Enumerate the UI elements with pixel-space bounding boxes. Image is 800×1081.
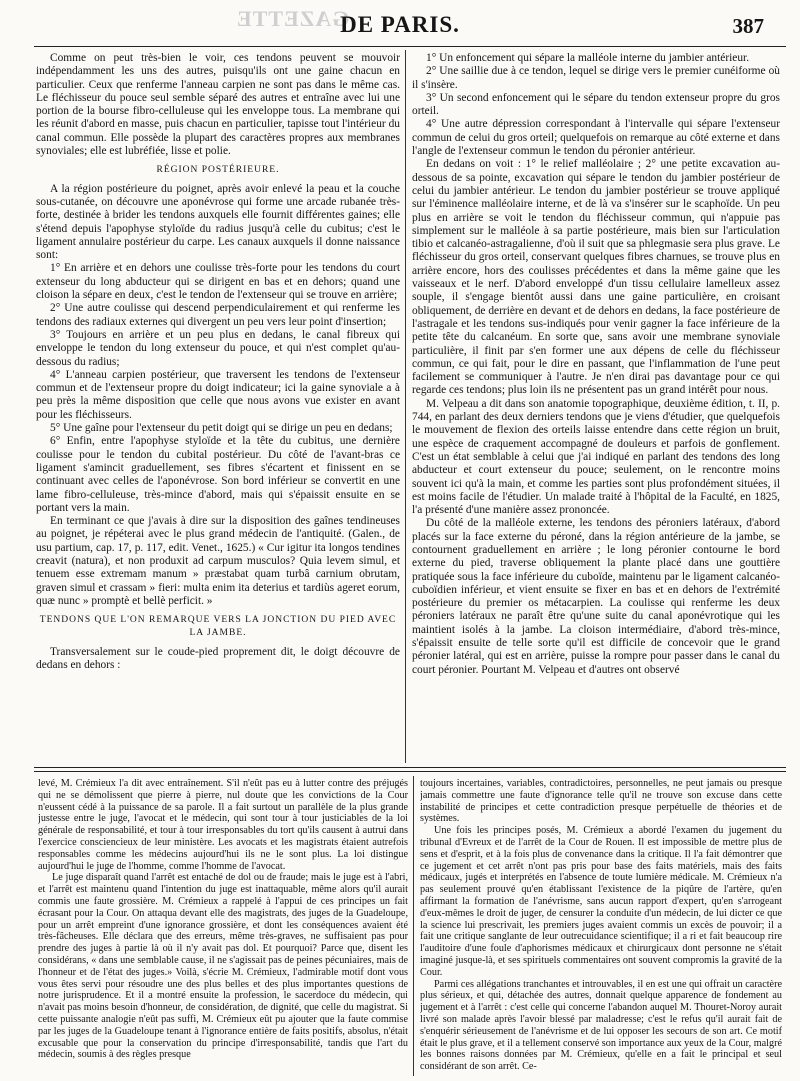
paragraph-with-quote: En terminant ce que j'avais à dire sur la disposition des gaînes tendineuses au poignet, je répéterai avec le plus grand médecin de l'antiquité. (Galen., de usu partium, cap. 17, p. 117, edit. Venet., 1625.) « Cur igitur ita longos tendines creavit (natura), et non produxit ad carpum musculos? Quia levem simul, et tenuem esse extremam manum » præstabat quam turbâ carnium obrutam, graven simul et crassam » fieri: multa enim ita deterius et tardiùs ageret eorum, quæ nunc » promptè et bellè perficit. » bbox=[36, 515, 400, 607]
lower-column-divider bbox=[413, 776, 414, 1076]
running-title: DE PARIS. bbox=[340, 12, 460, 37]
paragraph: Transversalement sur le coude-pied proprement dit, le doigt découvre de dedans en dehors : bbox=[36, 645, 400, 672]
paragraph: levé, M. Crémieux l'a dit avec entraînement. S'il n'eût pas eu à lutter contre des préjugés qui ne se démolissent que pierre à pierre, nul doute que les convictions de la Cour n'eussent cédé à la puissance de sa parole. Il a fait surtout un parallèle de la plus grande justesse entre le juge, l'avocat et le médecin, qui sont tour à tour justiciables de la loi générale de responsabilité, et tour à tour irresponsables du tort qu'ils causent à autrui dans l'exercice consciencieux de leur ministère. Les avocats et les magistrats étaient autrefois responsables comme les médecins aujourd'hui ils ne le sont plus. La loi distingue aujourd'hui le juge de l'homme, comme l'homme de l'avocat. bbox=[38, 778, 408, 872]
list-item: 4° Une autre dépression correspondant à l'intervalle qui sépare l'extenseur commun de celui du gros orteil; quelquefois on remarque au côté externe et dans l'angle de l'extenseur commun le tendon du péronier antérieur. bbox=[412, 118, 780, 158]
feuilleton-rule bbox=[34, 767, 786, 768]
list-item: 3° Toujours en arrière et un peu plus en dedans, le canal fibreux qui enveloppe le tendon du long extenseur du pouce, et qui n'est complet qu'au-dessous du radius; bbox=[36, 328, 400, 368]
header-rule bbox=[34, 46, 786, 47]
lower-right-column bbox=[420, 778, 782, 1078]
paragraph: Parmi ces allégations tranchantes et introuvables, il en est une qui offrait un caractère plus sérieux, et qui, détachée des autres, donnait quelque apparence de fondement au jugement et à l'arrêt : c'est celle qui concerne l'abandon auquel M. Thouret-Noroy aurait livré son malade après l'avoir blessé par maladresse; c'est le refus qu'il aurait fait de s'enquérir sérieusement de l'anévrisme et de lui opposer les secours de son art. Ce motif était le plus grave, et il a tellement conservé son importance aux yeux de la Cour, malgré les bonnes raisons données par M. Crémieux, qu'elle en a fait le principal et seul considérant de son arrêt. Ce- bbox=[420, 978, 782, 1073]
right-column bbox=[412, 52, 780, 764]
column-divider bbox=[405, 50, 406, 763]
page-number: 387 bbox=[732, 14, 764, 38]
page-header bbox=[0, 4, 800, 44]
paragraph: toujours incertaines, variables, contradictoires, personnelles, ne peut jamais ou presque jamais commettre une faute d'ignorance telle qu'il ne trouve son excuse dans cette instabilité de principes et cette contradiction presque perpétuelle de théories et de systèmes. bbox=[420, 778, 782, 825]
list-item: 5° Une gaîne pour l'extenseur du petit doigt qui se dirige un peu en dedans; bbox=[50, 422, 393, 435]
list-item: 3° Un second enfoncement qui le sépare du tendon extenseur propre du gros orteil. bbox=[412, 91, 780, 118]
list-item: 1° En arrière et en dehors une coulisse très-forte pour les tendons du court extenseur du long abducteur qui se dirigent en bas et en dehors; quand une cloison la sépare en deux, c'est le tendon de l'extenseur qui se trouve en arrière; bbox=[36, 262, 400, 302]
bleed-through-text: GAZETTE bbox=[236, 6, 350, 31]
section-heading: TENDONS QUE L'ON REMARQUE VERS LA JONCTION DU PIED AVEC LA JAMBE. bbox=[39, 615, 397, 639]
paragraph: Du côté de la malléole externe, les tendons des péroniers latéraux, d'abord placés sur la face externe du péroné, dans la région antérieure de la jambe, se contournent graduellement en arrière ; le long péronier contourne le bord externe du pied, traverse obliquement la plante placé dans une gouttière pratiquée sous la face inférieure du cuboïde, maintenu par le ligament calcanéo-cuboïdien inférieur, et vient ensuite se fixer en bas et en dehors de l'extrémité postérieure du premier os métacarpien. La coulisse qui renferme les deux péroniers latéraux ne paraît être qu'une suite du canal aponévrotique qui les maintient isolés à la jambe. La cloison intermédiaire, d'abord très-mince, s'épaissit ensuite de telle sorte qu'il est difficile de concevoir que le grand péronier latéral, qui est en arrière, puisse la rompre pour passer dans le canal du court péronier. Pourtant M. Velpeau et d'autres ont observé bbox=[412, 517, 780, 676]
lower-left-column bbox=[38, 778, 408, 1078]
list-item: 2° Une saillie due à ce tendon, lequel se dirige vers le premier cunéiforme où il s'insère. bbox=[412, 65, 780, 91]
paragraph: Le juge disparaît quand l'arrêt est entaché de dol ou de fraude; mais le juge est à l'abri, et l'arrêt est maintenu quand l'intention du juge est inattaquable, même alors qu'il aurait commis une faute grossière. M. Crémieux a rappelé à l'appui de ces principes un fait écrasant pour la Cour. On attaqua devant elle des magistrats, des juges de la Guadeloupe, pour un arrêt empreint d'une ignorance grossière, et dont les conséquences avaient été très-fâcheuses. Elle déclara que des erreurs, même très-graves, ne suffisaient pas pour prendre des juges à partie là où il n'y avait pas dol. Et pourquoi? Parce que, disent les considérans, « dans une semblable cause, il ne s'agissait pas de peines pécuniaires, mais de l'honneur et de l'état des juges.» Voilà, s'écrie M. Crémieux, l'admirable motif dont vous vous êtes servi pour résoudre une des plus belles et des plus importantes questions de notre jurisprudence. Et il a montré ensuite la profession, le sacerdoce du médecin, qui n'avait pas moins besoin d'honneur, de considération, de dignité, que celle du magistrat. Si cette puissante analogie n'eût pas suffi, M. Crémieux eût pu ajouter que la faute commise par les juges de la Guadeloupe tenant à l'ignorance entière de faits positifs, absolus, n'était excusable que pour la conservation du principe d'irresponsabilité, tandis que l'art du médecin, soumis à des règles presque bbox=[38, 872, 408, 1061]
paragraph: En dedans on voit : 1° le relief malléolaire ; 2° une petite excavation au-dessous de sa pointe, excavation qui sépare le tendon du jambier postérieur de celui du jambier antérieur. Le tendon du jambier postérieur se trouve appliqué sur l'éminence malléolaire interne, et de là va s'insérer sur le scaphoïde. Un peu plus en arrière se voit le tendon du fléchisseur commun, qui n'appuie pas simplement sur le malléole à sa partie postérieure, mais bien sur l'articulation tibio et calcanéo-astragalienne, d'où il suit que sa phlegmasie sera plus grave. Le fléchisseur du gros orteil, conservant quelques fibres charnues, se trouve plus en arrière encore, hors des coulisses précédentes et dans la même gaine que les vaisseaux et le nerf. D'abord enveloppé d'un tissu cellulaire lamelleux assez souple, il s'engage bientôt aussi dans une gaine particulière, en croisant obliquement, de derrière en devant et de dehors en dedans, la face postérieure de l'astragale et les tendons sus-indiqués pour venir gagner la face inférieure de la petite tête du calcanéum. En sorte que, sans avoir une membrane synoviale particulière, il finit par s'en former une aux dépens de celle du fléchisseur commun, ce qui fait, pour le dire en passant, que l'inflammation de l'une peut facilement se communiquer à l'autre. Je n'en dirai pas davantage pour ce qui regarde ces tendons; plus loin ils ne présentent pas un grand intérêt pour nous. bbox=[412, 158, 780, 397]
list-item: 6° Enfin, entre l'apophyse styloïde et la tête du cubitus, une dernière coulisse pour le tendon du cubital postérieur. Du côté de l'avant-bras ce ligament s'amincit graduellement, ses fibres s'écartent et finissent en se continuant avec celles de l'aponévrose. Son bord inférieur se convertit en une lame fibro-celluleuse, très-mince d'abord, mais qui s'épaissit ensuite en se portant vers la main. bbox=[36, 435, 400, 514]
left-column bbox=[36, 52, 400, 764]
paragraph: Comme on peut très-bien le voir, ces tendons peuvent se mouvoir indépendamment les uns des autres, puisqu'ils ont une gaine chacun en particulier. Ceux que renferme l'anneau carpien ne sont pas dans le même cas. Le fléchisseur du pouce seul semble séparé des autres et entraîne avec lui une portion de la bourse fibro-celluleuse qui les enveloppe tous. La membrane qui les réunit d'abord en masse, puis chacun en particulier, tapisse tout l'intérieur du canal commun. Elle possède la plupart des caractères propres aux membranes synoviales; elle est lubréfiée, lisse et polie. bbox=[36, 52, 400, 158]
paragraph: A la région postérieure du poignet, après avoir enlevé la peau et la couche sous-cutanée, on découvre une aponévrose qui forme une arcade rubanée très-forte, destinée à brider les tendons auxquels elle fournit différentes gaines; elle s'étend depuis l'apophyse styloïde du radius jusqu'à celle du cubitus; c'est le ligament annulaire postérieur du carpe. Les canaux auxquels il donne naissance sont: bbox=[36, 182, 400, 262]
list-item: 4° L'anneau carpien postérieur, que traversent les tendons de l'extenseur commun et de l'extenseur propre du doigt indicateur; ici la gaine synoviale a à peu près la même disposition que celle que nous avons vue exister en avant pour les fléchisseurs. bbox=[36, 368, 400, 421]
list-item: 1° Un enfoncement qui sépare la malléole interne du jambier antérieur. bbox=[426, 52, 750, 64]
section-heading: RÉGION POSTÉRIEURE. bbox=[156, 165, 280, 176]
list-item: 2° Une autre coulisse qui descend perpendiculairement et qui renferme les tendons des radiaux externes qui divergent un peu vers leur point d'insertion; bbox=[36, 302, 400, 328]
feuilleton-rule-thin bbox=[34, 771, 786, 772]
paragraph: M. Velpeau a dit dans son anatomie topographique, deuxième édition, t. II, p. 744, en parlant des deux derniers tendons que je viens d'étudier, que quelquefois le mouvement de flexion des orteils laisse entendre dans cette région un bruit, une espèce de craquement accompagné de douleurs et parfois de gonflement. C'est un état semblable à celui que j'ai indiqué en parlant des tendons des long abducteur et court extenseur du pouce; seulement, on le rencontre moins souvent ici qu'à la main, et comme les parties sont plus profondément situées, il est moins facile de l'étudier. Un malade traité à l'hôpital de la Faculté, en 1825, l'a présenté d'une manière assez prononcée. bbox=[412, 397, 780, 517]
paragraph: Une fois les principes posés, M. Crémieux a abordé l'examen du jugement du tribunal d'Evreux et de l'arrêt de la Cour de Rouen. Il est impossible de mettre plus de sens et d'esprit, et à la fois plus de convenance dans la critique. Il l'a fait démontrer que ce jugement et cet arrêt n'ont pas pris pour base des faits matériels, mais des faits médicaux, jugés et interprétés en l'absence de toute lumière médicale. M. Crémieux n'a pas seulement prouvé qu'en établissant l'existence de la piqûre de l'artère, qu'en affirmant la formation de l'anévrisme, sans aucun rapport d'expert, qu'en s'arrogeant d'eux-mêmes le droit de juger, de censurer la conduite d'un médecin, de lui dicter ce que la science lui prescrivait, les premiers juges avaient commis un excès de pouvoir; il a fait une critique sanglante de leur outrecuidance scientifique; il a ri et fait beaucoup rire l'auditoire d'une foule d'aphorismes médicaux et chirurgicaux dont personne ne s'était imaginé jusque-là, et ses spirituels commentaires ont souvent compromis la gravité de la Cour. bbox=[420, 825, 782, 978]
